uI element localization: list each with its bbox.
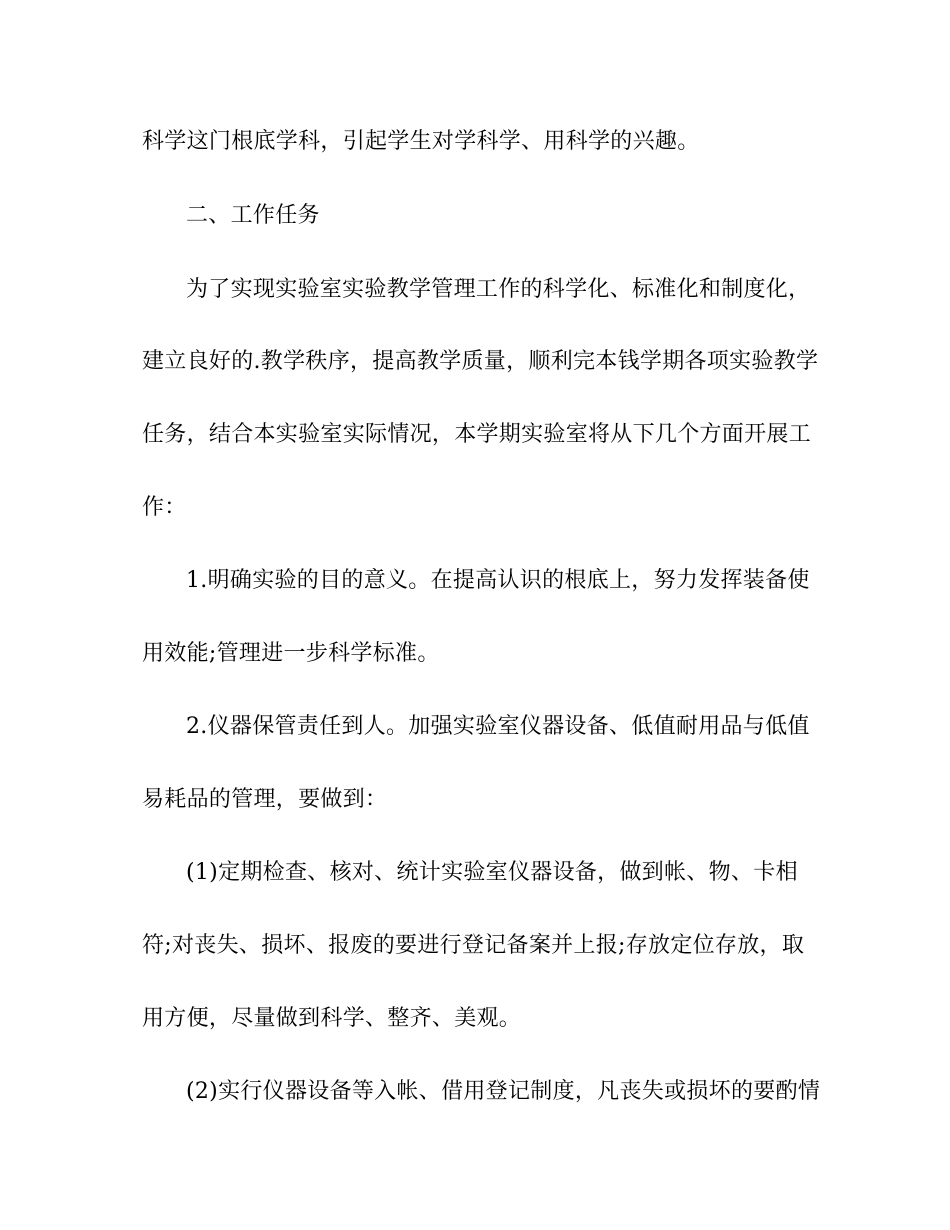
paragraph-line: 为了实现实验室实验教学管理工作的科学化、标准化和制度化， xyxy=(186,277,811,302)
paragraph-line: 建立良好的.教学秩序，提高教学质量，顺利完本钱学期各项实验教学 xyxy=(142,349,819,374)
paragraph-line: 任务，结合本实验室实际情况，本学期实验室将从下几个方面开展工 xyxy=(142,422,812,447)
sub-item-line: 符;对丧失、损坏、报废的要进行登记备案并上报;存放定位存放，取 xyxy=(142,933,805,958)
list-item-line: 2.仪器保管责任到人。加强实验室仪器设备、低值耐用品与低值 xyxy=(186,714,810,739)
paragraph-line: 科学这门根底学科，引起学生对学科学、用科学的兴趣。 xyxy=(142,129,700,154)
sub-item-line: (2)实行仪器设备等入帐、借用登记制度，凡丧失或损坏的要酌情 xyxy=(186,1079,821,1104)
section-heading: 二、工作任务 xyxy=(186,203,320,228)
paragraph-line: 作： xyxy=(142,495,187,520)
sub-item-line: 用方便，尽量做到科学、整齐、美观。 xyxy=(142,1006,522,1031)
list-item-line: 1.明确实验的目的意义。在提高认识的根底上，努力发挥装备使 xyxy=(186,568,810,593)
list-item-line: 易耗品的管理，要做到： xyxy=(142,787,388,812)
list-item-line: 用效能;管理进一步科学标准。 xyxy=(142,641,440,666)
sub-item-line: (1)定期检查、核对、统计实验室仪器设备，做到帐、物、卡相 xyxy=(186,860,798,885)
